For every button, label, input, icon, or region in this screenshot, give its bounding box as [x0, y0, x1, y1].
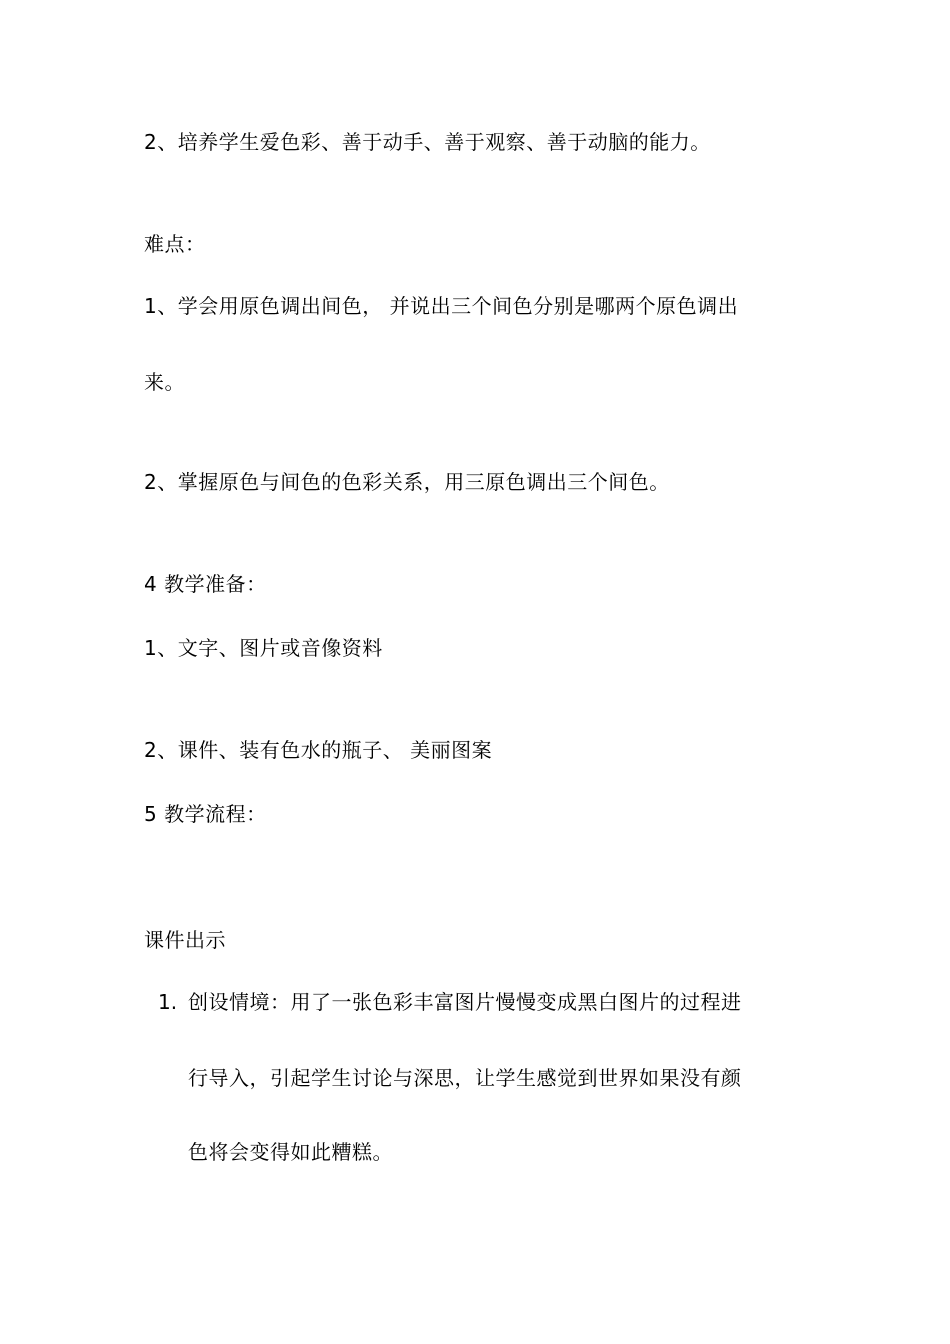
step-1-line-3: 色将会变得如此糟糕。 [188, 1140, 393, 1164]
preparation-heading: 4 教学准备： [144, 572, 267, 596]
difficulty-heading: 难点： [144, 232, 206, 256]
preparation-item-1: 1、文字、图片或音像资料 [144, 636, 383, 660]
preparation-item-2: 2、课件、装有色水的瓶子、 美丽图案 [144, 738, 493, 762]
teaching-goal-2: 2、培养学生爱色彩、善于动手、善于观察、善于动脑的能力。 [144, 130, 711, 154]
step-1-line-2: 行导入，引起学生讨论与深思，让学生感觉到世界如果没有颜 [188, 1066, 742, 1090]
step-1-line-1: 创设情境：用了一张色彩丰富图片慢慢变成黑白图片的过程进 [188, 990, 742, 1014]
step-1-number: 1. [158, 990, 178, 1014]
difficulty-1-line-1: 1、学会用原色调出间色， 并说出三个间色分别是哪两个原色调出 [144, 294, 739, 318]
courseware-heading: 课件出示 [144, 928, 226, 952]
process-heading: 5 教学流程： [144, 802, 267, 826]
difficulty-1-line-2: 来。 [144, 370, 185, 394]
difficulty-2: 2、掌握原色与间色的色彩关系，用三原色调出三个间色。 [144, 470, 670, 494]
